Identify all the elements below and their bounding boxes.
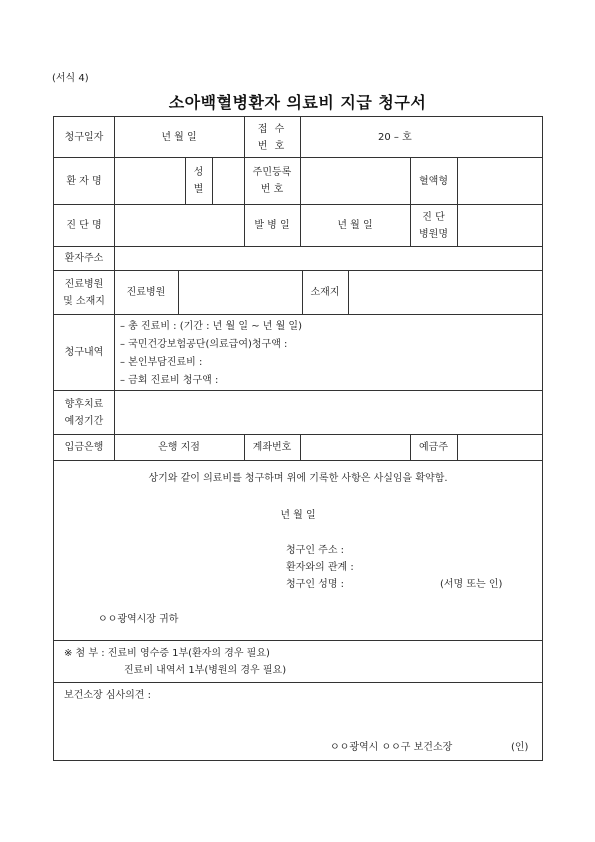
row-divider <box>53 682 543 683</box>
col-divider <box>212 157 213 204</box>
col-divider <box>348 270 349 314</box>
claim-item-total: – 총 진료비 : (기간 : 년 월 일 ~ 년 월 일) <box>120 321 302 332</box>
col-divider <box>457 434 458 460</box>
blood-type-label: 혈액형 <box>419 176 448 187</box>
col-divider <box>300 434 301 460</box>
col-divider <box>185 157 186 204</box>
form-number: (서식 4) <box>52 73 89 84</box>
onset-date-value: 년 월 일 <box>337 220 373 231</box>
future-treatment-label-line1: 향후치료 <box>64 399 104 410</box>
bank-label: 입금은행 <box>64 442 104 453</box>
address-label: 환자주소 <box>64 253 104 264</box>
col-divider <box>178 270 179 314</box>
row-divider <box>53 270 543 271</box>
attachment-line-1: ※ 첨 부 : 진료비 영수증 1부(환자의 경우 필요) <box>64 648 270 659</box>
receipt-no-label-line1: 접 수 <box>257 124 287 135</box>
claimant-address-label: 청구인 주소 : <box>286 545 345 556</box>
row-divider <box>53 204 543 205</box>
row-divider <box>53 157 543 158</box>
relation-label: 환자와의 관계 : <box>286 562 354 573</box>
future-treatment-label-line2: 예정기간 <box>64 416 104 427</box>
col-divider <box>457 157 458 246</box>
gender-label-line2: 별 <box>193 184 204 195</box>
onset-date-label: 발 병 일 <box>254 220 290 231</box>
sign-note: (서명 또는 인) <box>440 579 503 590</box>
resident-no-label-line1: 주민등록 <box>252 167 292 178</box>
gender-label-line1: 성 <box>193 167 204 178</box>
receipt-no-label-line2: 번 호 <box>257 141 287 152</box>
patient-name-label: 환 자 명 <box>66 176 102 187</box>
claimant-name-label: 청구인 성명 : <box>286 579 345 590</box>
page-title: 소아백혈병환자 의료비 지급 청구서 <box>168 93 427 112</box>
row-divider <box>53 434 543 435</box>
addressee: ㅇㅇ광역시장 귀하 <box>98 614 179 625</box>
claim-date-label: 청구일자 <box>64 132 104 143</box>
claim-details-label: 청구내역 <box>64 347 104 358</box>
declaration-date: 년 월 일 <box>280 510 316 521</box>
hospital-label-line1: 진료병원 <box>64 279 104 290</box>
review-label: 보건소장 심사의견 : <box>64 690 152 701</box>
row-divider <box>53 640 543 641</box>
account-label: 계좌번호 <box>252 442 292 453</box>
review-signature: ㅇㅇ광역시 ㅇㅇ구 보건소장 <box>330 742 453 753</box>
holder-label: 예금주 <box>419 442 448 453</box>
attachment-line-2: 진료비 내역서 1부(병원의 경우 필요) <box>124 665 287 676</box>
claim-item-current: – 금회 진료비 청구액 : <box>120 375 219 386</box>
hospital-name-label: 진료병원 <box>126 287 166 298</box>
diagnosis-hospital-label-line2: 병원명 <box>419 229 448 240</box>
location-label: 소재지 <box>310 287 340 298</box>
claim-date-value: 년 월 일 <box>161 132 197 143</box>
diagnosis-label: 진 단 명 <box>66 220 102 231</box>
row-divider <box>53 314 543 315</box>
review-seal: (인) <box>511 742 529 753</box>
claim-item-copay: – 본인부담진료비 : <box>120 357 203 368</box>
resident-no-label-line2: 번 호 <box>260 184 284 195</box>
row-divider <box>53 460 543 461</box>
bank-value: 은행 지점 <box>158 442 200 453</box>
declaration-statement: 상기와 같이 의료비를 청구하며 위에 기록한 사항은 사실임을 확약함. <box>148 473 448 484</box>
row-divider <box>53 246 543 247</box>
receipt-no-value: 20 – 호 <box>378 132 412 143</box>
hospital-label-line2: 및 소재지 <box>63 296 105 307</box>
claim-item-insurance: – 국민건강보험공단(의료급여)청구액 : <box>120 339 288 350</box>
row-divider <box>53 390 543 391</box>
diagnosis-hospital-label-line1: 진 단 <box>422 212 445 223</box>
